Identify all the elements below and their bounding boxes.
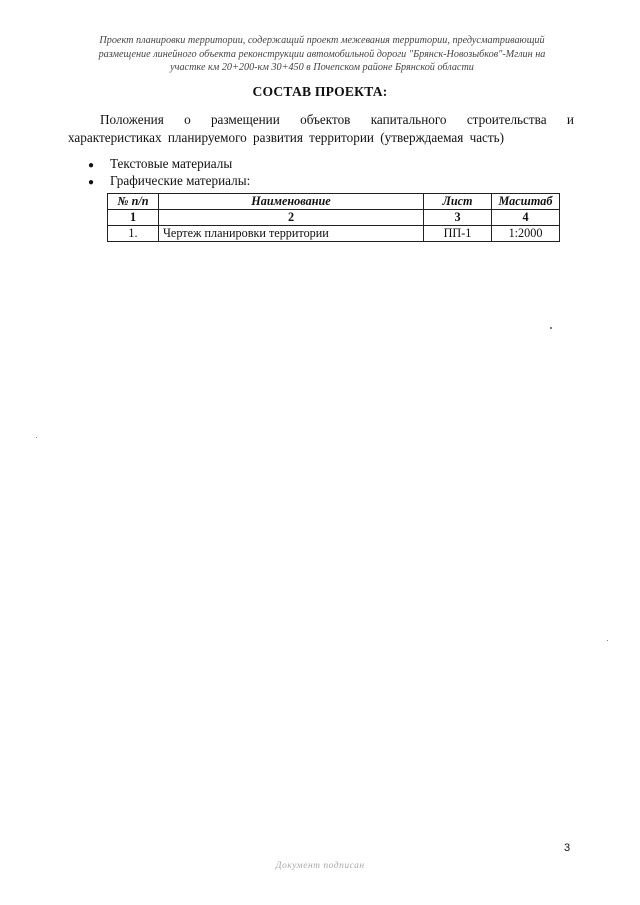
- page-number: 3: [564, 842, 571, 854]
- page-title: СОСТАВ ПРОЕКТА:: [252, 84, 388, 99]
- intro-word: о: [184, 112, 191, 127]
- list-item: [88, 173, 250, 190]
- list-item-text: Графические материалы:: [110, 173, 251, 188]
- table-cell: ПП-1: [424, 226, 492, 242]
- table-row: [108, 226, 560, 242]
- table-cell: 1: [108, 210, 159, 226]
- intro-word: размещении: [210, 112, 280, 127]
- bullet-list: [88, 156, 250, 190]
- materials-table: [107, 193, 560, 242]
- intro-word: объектов: [300, 112, 351, 127]
- table-cell: 4: [492, 210, 560, 226]
- intro-word: Положения: [100, 112, 164, 127]
- col-header-scale: Масштаб: [492, 194, 560, 210]
- col-header-number: № п/п: [108, 194, 159, 210]
- list-item-text: Текстовые материалы: [110, 156, 233, 171]
- intro-line-2: характеристиках планируемого развития территории (утверждаемая часть): [68, 130, 505, 145]
- bullet-icon: ●: [88, 177, 95, 188]
- scan-speck: [607, 640, 608, 641]
- col-header-sheet: Лист: [424, 194, 492, 210]
- col-header-name: Наименование: [159, 194, 424, 210]
- table-header-row: [108, 194, 560, 210]
- scan-speck: [550, 327, 552, 329]
- table-cell: 1:2000: [492, 226, 560, 242]
- bullet-icon: ●: [88, 160, 95, 171]
- header-line-3: участке км 20+200-км 30+450 в Почепском районе Брянской области: [170, 62, 474, 74]
- table-cell: Чертеж планировки территории: [159, 226, 424, 242]
- table-cell: 3: [424, 210, 492, 226]
- table-numbering-row: [108, 210, 560, 226]
- scan-speck: [36, 437, 37, 438]
- footer-stamp: Документ подписан: [275, 861, 365, 871]
- document-header: [72, 34, 572, 75]
- list-item: [88, 156, 250, 173]
- table-cell: 2: [159, 210, 424, 226]
- header-line-2: размещение линейного объекта реконструкции автомобильной дороги "Брянск-Новозыбков"-Мглин на: [98, 48, 546, 60]
- intro-line-1: [100, 112, 574, 128]
- table-cell: 1.: [108, 226, 159, 242]
- header-line-1: Проект планировки территории, содержащий проект межевания территории, предусматривающий: [99, 35, 545, 46]
- intro-word: капитального: [370, 112, 447, 127]
- intro-word: строительства: [466, 112, 547, 127]
- intro-word: и: [566, 112, 574, 127]
